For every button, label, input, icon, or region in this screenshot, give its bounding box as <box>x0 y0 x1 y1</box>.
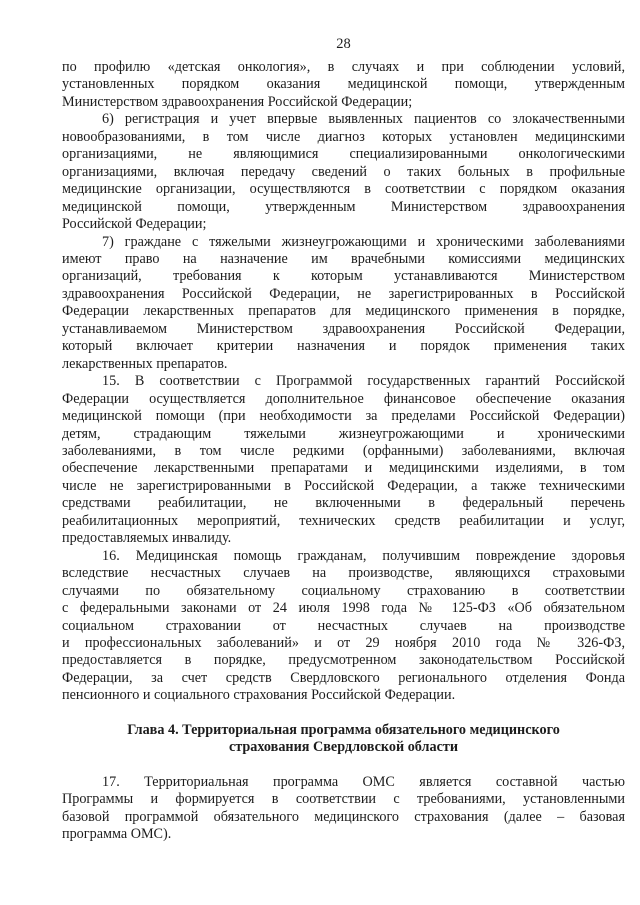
text-line: Министерством здравоохранения Российской Федерации; <box>62 93 413 110</box>
paragraph <box>62 59 625 111</box>
text-line: Глава 4. Территориальная программа обязательного медицинского <box>127 721 560 738</box>
text-line: и профессиональных заболеваний» и от 29 ноября 2010 года № 326-ФЗ, <box>62 634 625 651</box>
page-number: 28 <box>336 36 351 52</box>
text-line: медицинской помощи, утвержденным Министерством здравоохранения <box>62 198 625 215</box>
text-line: установленных порядком оказания медицинской помощи, утвержденным <box>62 76 625 93</box>
text-line: 6) регистрация и учет впервые выявленных пациентов со злокачественными <box>102 111 625 128</box>
text-line: программа ОМС). <box>62 826 172 843</box>
text-line: реабилитационных мероприятий, технических средств реабилитации и услуг, <box>62 512 625 529</box>
text-line: имеют право на назначение им врачебными комиссиями медицинских <box>62 250 625 267</box>
text-line: который включает критерии назначения и порядок применения таких <box>62 338 625 355</box>
text-line: социальном страховании от несчастных случаев на производстве <box>62 617 625 634</box>
document-body <box>62 59 625 843</box>
paragraph <box>62 234 625 374</box>
text-line: предоставляется в порядке, предусмотренном законодательством Российской <box>62 652 625 669</box>
paragraph <box>62 548 625 705</box>
text-line: случаями по обязательному социальному страхованию в соответствии <box>62 582 625 599</box>
paragraph <box>62 774 625 844</box>
text-line: устанавливаемом Министерством здравоохранения Российской Федерации, <box>62 320 625 337</box>
text-line: обеспечение лекарственными препаратами и медицинскими изделиями, в том <box>62 460 625 477</box>
text-line: Программы и формируется в соответствии с требованиями, установленными <box>62 791 625 808</box>
text-line: новообразованиями, в том числе диагноз которых установлен медицинскими <box>62 128 625 145</box>
paragraph <box>62 373 625 548</box>
text-line: детям, страдающим тяжелыми жизнеугрожающими и хроническими <box>62 425 625 442</box>
text-line: предоставляемых инвалиду. <box>62 530 232 547</box>
text-line: здравоохранения Российской Федерации, не зарегистрированных в Российской <box>62 285 625 302</box>
text-line: числе не зарегистрированными в Российской Федерации, а также техническими <box>62 477 625 494</box>
text-line: организаций, требования к которым устанавливаются Министерством <box>62 268 625 285</box>
text-line: страхования Свердловской области <box>228 739 459 756</box>
text-line: заболеваниями, в том числе редкими (орфанными) заболеваниями, включая <box>62 442 625 459</box>
text-line: 16. Медицинская помощь гражданам, получившим повреждение здоровья <box>102 547 625 564</box>
text-line: лекарственных препаратов. <box>62 355 228 372</box>
text-line: 7) граждане с тяжелыми жизнеугрожающими и хроническими заболеваниями <box>102 233 625 250</box>
text-line: по профилю «детская онкология», в случаях и при соблюдении условий, <box>62 59 625 75</box>
chapter-heading <box>62 722 625 757</box>
text-line: медицинские организации, осуществляются в соответствии с порядком оказания <box>62 181 625 198</box>
paragraph <box>62 111 625 233</box>
text-line: 17. Территориальная программа ОМС является составной частью <box>102 773 625 790</box>
text-line: базовой программой обязательного медицинского страхования (далее – базовая <box>62 808 625 825</box>
text-line: Российской Федерации; <box>62 216 207 233</box>
text-line: Федерации лекарственных препаратов для медицинского применения в порядке, <box>62 303 625 320</box>
text-line: Федерации, за счет средств Свердловского регионального отделения Фонда <box>62 669 625 686</box>
text-line: 15. В соответствии с Программой государственных гарантий Российской <box>102 373 625 390</box>
text-line: пенсионного и социального страхования Российской Федерации. <box>62 687 456 704</box>
text-line: вследствие несчастных случаев на производстве, являющихся страховыми <box>62 565 625 582</box>
text-line: средствами реабилитации, не включенными в федеральный перечень <box>62 495 625 512</box>
text-line: организациями, не являющимися специализированными онкологическими <box>62 146 625 163</box>
text-line: медицинской помощи (при необходимости за пределами Российской Федерации) <box>62 408 625 425</box>
text-line: Федерации осуществляется дополнительное финансовое обеспечение оказания <box>62 390 625 407</box>
text-line: с федеральными законами от 24 июля 1998 года № 125-ФЗ «Об обязательном <box>62 600 625 617</box>
text-line: организациями, включая передачу сведений о таких больных в профильные <box>62 163 625 180</box>
